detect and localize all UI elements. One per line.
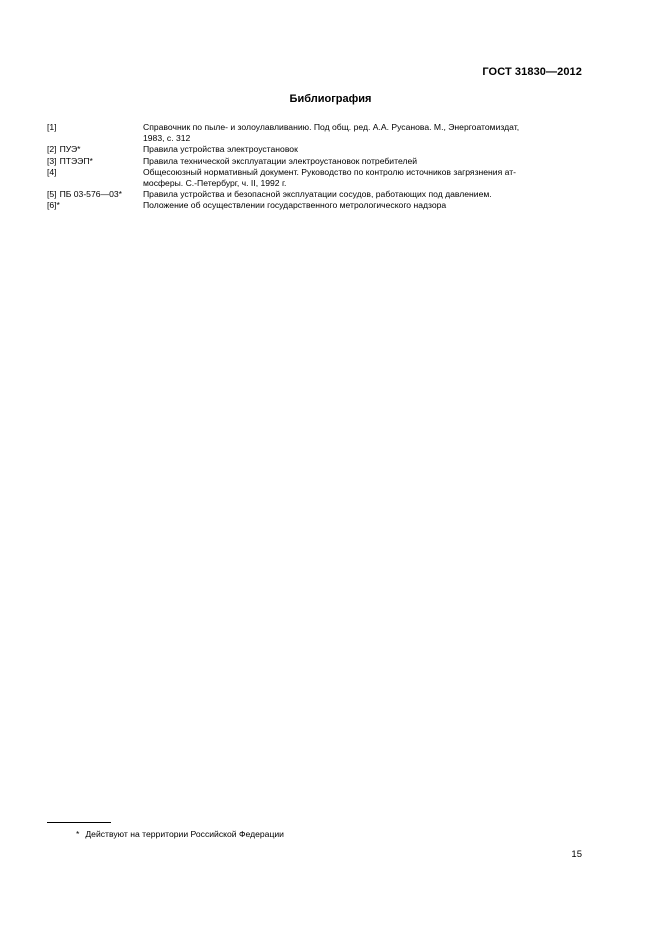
bibliography-entry-3	[47, 156, 582, 167]
entry-text	[143, 167, 582, 189]
entry-reference	[47, 122, 143, 133]
footnote-divider	[47, 822, 111, 823]
entry-number: [4]	[47, 166, 57, 177]
bibliography-entry-2	[47, 144, 582, 155]
bibliography-entry-4	[47, 167, 582, 189]
entry-number: [5]	[47, 189, 57, 200]
entry-reference	[47, 167, 143, 178]
entry-number: [6]*	[47, 200, 60, 211]
entry-text	[143, 144, 582, 155]
entry-code: ПУЭ*	[59, 144, 81, 155]
entry-code: ПТЭЭП*	[59, 155, 93, 166]
entry-reference	[47, 189, 143, 200]
bibliography-entry-6	[47, 200, 582, 211]
entry-text-line: Положение об осуществлении государственного метрологического надзора	[143, 200, 447, 211]
entry-number: [2]	[47, 144, 57, 155]
section-title: Библиография	[289, 93, 372, 105]
footnote-text: Действуют на территории Российской Федерации	[85, 829, 284, 839]
entry-number: [3]	[47, 155, 57, 166]
entry-text-line: Правила устройства электроустановок	[143, 144, 298, 155]
bibliography-entry-1	[47, 122, 582, 144]
bibliography-entry-5	[47, 189, 582, 200]
entry-text	[143, 156, 582, 167]
entry-code: ПБ 03-576—03*	[59, 189, 123, 200]
entry-text-line: мосферы. С.-Петербург, ч. II, 1992 г.	[143, 178, 287, 189]
document-id: ГОСТ 31830—2012	[482, 66, 582, 78]
entry-text	[143, 122, 582, 144]
entry-text-line: Общесоюзный нормативный документ. Руководство по контролю источников загрязнения ат-	[143, 166, 517, 177]
entry-text-line: 1983, с. 312	[143, 133, 191, 144]
entry-reference	[47, 144, 143, 155]
entry-reference	[47, 200, 143, 211]
entry-number: [1]	[47, 122, 57, 132]
entry-text	[143, 189, 582, 200]
entry-reference	[47, 156, 143, 167]
page-number: 15	[571, 849, 582, 860]
footnote-mark: *	[76, 829, 80, 839]
entry-text-line: Правила технической эксплуатации электроустановок потребителей	[143, 155, 418, 166]
entry-text-line: Правила устройства и безопасной эксплуатации сосудов, работающих под давлением.	[143, 189, 492, 200]
entry-text	[143, 200, 582, 211]
entry-text-line: Справочник по пыле- и золоулавливанию. Под общ. ред. А.А. Русанова. М., Энергоатомиздат,	[143, 122, 520, 132]
bibliography-list	[47, 122, 582, 212]
footnote	[76, 829, 284, 839]
